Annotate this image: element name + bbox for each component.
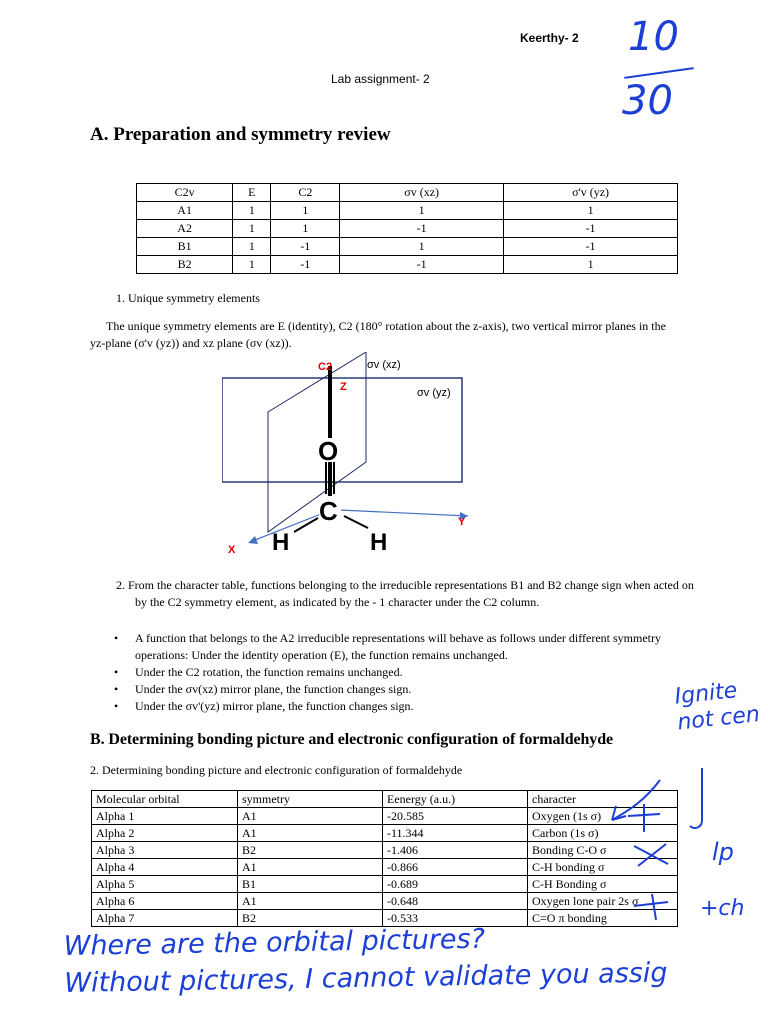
- table-cell: Bonding C-O σ: [528, 842, 678, 859]
- lp-note-handwriting: lp: [712, 838, 734, 866]
- table-cell: 1: [233, 256, 271, 274]
- table-row: [137, 256, 678, 274]
- table-cell: -1.406: [383, 842, 528, 859]
- table-cell: Alpha 4: [92, 859, 238, 876]
- table-header-cell: σv (xz): [340, 184, 504, 202]
- table-cell: 1: [340, 238, 504, 256]
- table-cell: 1: [504, 202, 678, 220]
- table-header-cell: E: [233, 184, 271, 202]
- table-cell: 1: [233, 202, 271, 220]
- list-item: • Under the C2 rotation, the function remains unchanged.: [135, 664, 683, 681]
- section-b-subheading: 2. Determining bonding picture and electronic configuration of formaldehyde: [90, 763, 463, 777]
- side-note-handwriting: Ignite not cen: [673, 678, 762, 736]
- table-cell: -1: [504, 238, 678, 256]
- ch-bond-right: [344, 516, 368, 528]
- table-cell: -1: [340, 256, 504, 274]
- author-name: Keerthy- 2: [520, 31, 579, 45]
- assignment-title: Lab assignment- 2: [331, 72, 430, 86]
- grader-comment-line: Where are the orbital pictures?: [63, 923, 486, 963]
- score-annotation: [622, 14, 702, 124]
- section-b-heading: B. Determining bonding picture and electronic configuration of formaldehyde: [90, 731, 614, 748]
- table-cell: C-H Bonding σ: [528, 876, 678, 893]
- x-axis-arrow: [248, 536, 258, 544]
- table-header-cell: Eenergy (a.u.): [383, 791, 528, 808]
- item1-paragraph: The unique symmetry elements are E (identity), C2 (180° rotation about the z-axis), two vertical mirror planes in the yz-plane (σ'v (yz)) and xz plane (σv (xz)).: [90, 319, 666, 350]
- table-row: [137, 220, 678, 238]
- table-cell: A1: [137, 202, 233, 220]
- table-cell: B1: [137, 238, 233, 256]
- y-axis-label: Y: [458, 516, 466, 528]
- item2-paragraph: 2. From the character table, functions belonging to the irreducible representations B1 and B2 change sign when acted on by the C2 symmetry element, as indicated by the - 1 character under the C2 column.: [116, 578, 694, 609]
- table-cell: -0.648: [383, 893, 528, 910]
- table-header-cell: symmetry: [238, 791, 383, 808]
- table-cell: Alpha 1: [92, 808, 238, 825]
- table-header-cell: C2: [271, 184, 340, 202]
- z-axis-label: Z: [340, 381, 347, 393]
- table-cell: C-H bonding σ: [528, 859, 678, 876]
- list-item: • Under the σv'(yz) mirror plane, the function changes sign.: [135, 698, 683, 715]
- table-cell: B2: [238, 842, 383, 859]
- table-cell: Oxygen lone pair 2s σ: [528, 893, 678, 910]
- table-cell: -1: [340, 220, 504, 238]
- table-header-cell: C2v: [137, 184, 233, 202]
- list-item: • A function that belongs to the A2 irreducible representations will behave as follows under different symmetry operations: Under the identity operation (E), the function remains unchanged.: [135, 630, 683, 664]
- cross-mark: [634, 844, 668, 866]
- table-cell: A2: [137, 220, 233, 238]
- table-cell: -0.689: [383, 876, 528, 893]
- carbon-atom: C: [319, 496, 338, 526]
- table-cell: Alpha 7: [92, 910, 238, 927]
- table-cell: 1: [271, 202, 340, 220]
- table-header-cell: character: [528, 791, 678, 808]
- xz-plane: [268, 352, 366, 532]
- table-cell: -1: [504, 220, 678, 238]
- table-cell: 1: [233, 220, 271, 238]
- bullet-list: [135, 630, 683, 715]
- table-cell: Alpha 3: [92, 842, 238, 859]
- vertical-arrow: [690, 768, 702, 828]
- table-cell: Alpha 2: [92, 825, 238, 842]
- table-row: [137, 238, 678, 256]
- symmetry-diagram: [222, 352, 482, 562]
- table-cell: -11.344: [383, 825, 528, 842]
- list-item: • Under the σv(xz) mirror plane, the function changes sign.: [135, 681, 683, 698]
- item1-title: 1. Unique symmetry elements: [116, 291, 260, 305]
- table-cell: -0.866: [383, 859, 528, 876]
- table-cell: -1: [271, 238, 340, 256]
- ch-note-handwriting: +ch: [700, 896, 745, 921]
- section-a-heading: A. Preparation and symmetry review: [90, 124, 391, 145]
- sigma-xz-label: σv (xz): [367, 359, 401, 371]
- table-cell: -0.533: [383, 910, 528, 927]
- table-cell: A1: [238, 825, 383, 842]
- table-cell: Alpha 5: [92, 876, 238, 893]
- table-cell: 1: [504, 256, 678, 274]
- table-cell: A1: [238, 808, 383, 825]
- table-cell: A1: [238, 859, 383, 876]
- grader-comment: [63, 916, 754, 1002]
- table-cell: B2: [238, 910, 383, 927]
- hydrogen-right: H: [370, 529, 388, 556]
- sigma-yz-label: σv (yz): [417, 387, 451, 399]
- table-cell: 1: [271, 220, 340, 238]
- table-cell: 1: [233, 238, 271, 256]
- character-table: [136, 183, 678, 274]
- table-cell: Carbon (1s σ): [528, 825, 678, 842]
- plus-mark: [634, 894, 668, 920]
- hydrogen-left: H: [272, 529, 290, 556]
- x-axis-label: X: [228, 544, 236, 556]
- table-cell: Oxygen (1s σ): [528, 808, 678, 825]
- table-cell: Alpha 6: [92, 893, 238, 910]
- table-cell: B2: [137, 256, 233, 274]
- table-cell: B1: [238, 876, 383, 893]
- table-header-cell: σ'v (yz): [504, 184, 678, 202]
- score-top: 10: [628, 14, 679, 60]
- c2-axis-label: C2: [318, 361, 333, 373]
- table-cell: -1: [271, 256, 340, 274]
- y-axis: [340, 510, 468, 516]
- score-bottom: 30: [622, 78, 673, 124]
- table-header-row: [137, 184, 678, 202]
- oxygen-atom: O: [318, 436, 339, 466]
- table-cell: A1: [238, 893, 383, 910]
- table-header-cell: Molecular orbital: [92, 791, 238, 808]
- table-cell: 1: [340, 202, 504, 220]
- table-row: [137, 202, 678, 220]
- annotation-marks: [590, 760, 710, 930]
- table-cell: C=O π bonding: [528, 910, 678, 927]
- grader-comment-line: Without pictures, I cannot validate you assig: [64, 957, 668, 1000]
- table-cell: -20.585: [383, 808, 528, 825]
